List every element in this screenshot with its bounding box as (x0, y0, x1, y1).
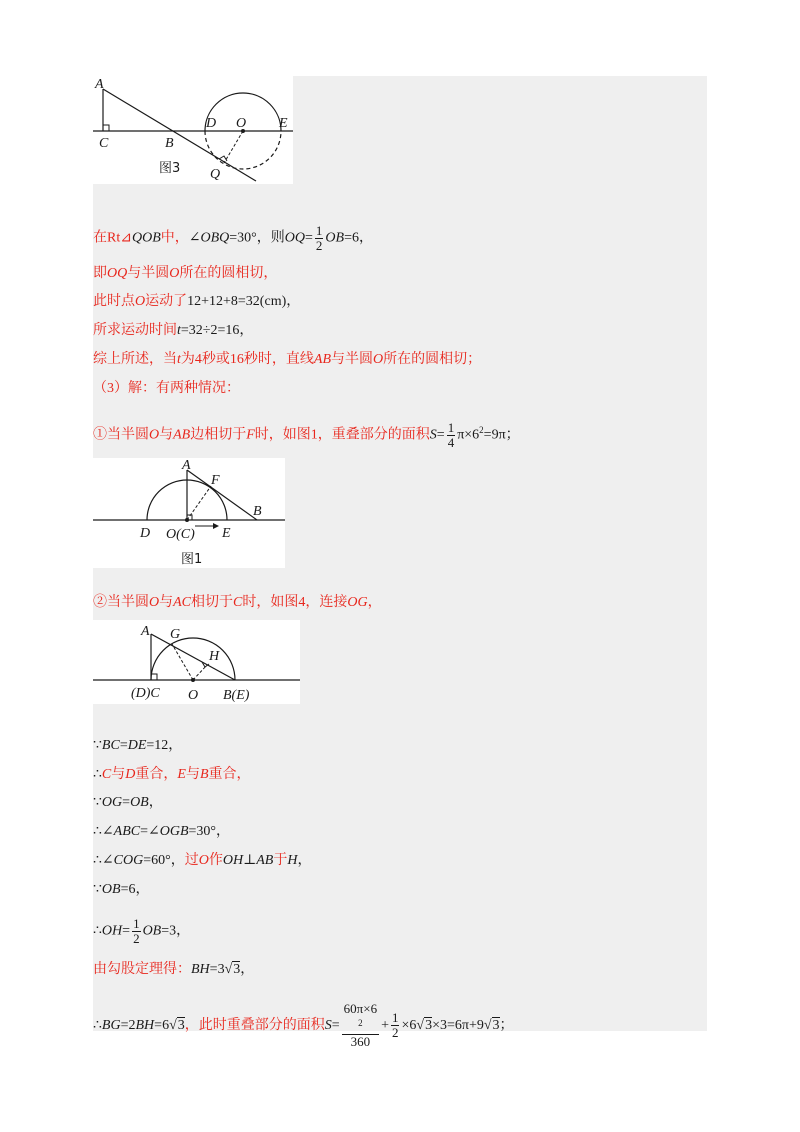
figure-caption: 图3 (159, 161, 181, 176)
text-fragment: OB (101, 882, 121, 897)
text-fragment: ×6 (401, 1017, 417, 1033)
text-fragment: OH (101, 923, 123, 939)
text-fragment: BH (135, 1017, 155, 1033)
text-fragment: ，此时重叠部分的面积 (184, 1017, 325, 1033)
text-fragment: ， (148, 795, 163, 810)
text-fragment: =60°， (143, 853, 185, 868)
text-fragment: OB (142, 923, 162, 939)
text-fragment: AB (256, 853, 274, 868)
text-fragment (391, 1011, 400, 1040)
text-fragment (342, 1002, 379, 1049)
text-fragment: BG (101, 1017, 121, 1033)
label-o: O (236, 116, 247, 131)
text-fragment: O (149, 595, 160, 610)
label-b: B (165, 136, 174, 151)
text-fragment: QOB (131, 230, 161, 246)
text-fragment: S (429, 427, 437, 443)
text-fragment: 3 (233, 962, 241, 977)
text-fragment: √ (224, 962, 233, 977)
text-fragment: π×6 (457, 427, 480, 443)
text-fragment: OBQ (200, 230, 230, 246)
text-fragment: =9π； (483, 427, 520, 443)
text-fragment: =3， (161, 923, 191, 939)
text-fragment: = (331, 1017, 340, 1033)
text-fragment: √ (483, 1017, 492, 1033)
figure-4 (93, 620, 300, 704)
text-fragment: t (177, 352, 181, 367)
text-fragment: H (287, 853, 298, 868)
text-fragment: 3 (492, 1017, 500, 1033)
text-fragment: ∴ (93, 767, 102, 782)
text-fragment: B (199, 767, 209, 782)
figure-1 (93, 458, 285, 568)
text-fragment: 所求运动时间 (93, 323, 177, 338)
text-fragment: OB (325, 230, 345, 246)
text-fragment: =6 (154, 1017, 170, 1033)
text-fragment (315, 224, 324, 253)
text-fragment: OG (347, 595, 368, 610)
text-fragment: ⊥ (243, 853, 257, 868)
text-fragment: ∴ (93, 923, 102, 939)
text-fragment: 即 (93, 266, 107, 281)
text-fragment: ， (240, 962, 255, 977)
label-dc: (D)C (131, 686, 160, 701)
line-16 (93, 960, 254, 980)
text-fragment: ②当半圆 (93, 595, 149, 610)
text-fragment: 60π×6 (343, 1001, 378, 1016)
text-fragment: 1 (133, 916, 140, 931)
text-fragment: 为4秒或16秒时，直线 (180, 352, 314, 367)
label-f: F (211, 473, 220, 488)
label-oc: O(C) (166, 527, 195, 542)
text-fragment: 12+12+8=32(cm)， (187, 294, 301, 309)
text-fragment: 1 (315, 223, 323, 238)
line-4 (93, 321, 253, 341)
text-fragment: 此时点 (93, 294, 135, 309)
text-fragment: =32÷2=16， (180, 323, 254, 338)
text-fragment: = (305, 230, 313, 246)
text-fragment: AC (173, 595, 192, 610)
text-fragment: √ (416, 1017, 425, 1033)
text-fragment: =6， (120, 882, 150, 897)
text-fragment: =∠ (140, 824, 160, 839)
text-fragment (447, 421, 456, 450)
text-fragment: 于 (273, 853, 288, 868)
text-fragment: 3 (177, 1017, 185, 1033)
text-fragment: AB (313, 352, 331, 367)
line-3 (93, 292, 300, 312)
text-fragment: 与 (159, 595, 174, 610)
line-17 (93, 1002, 514, 1049)
line-15 (93, 917, 190, 946)
text-fragment: ×3=6π+9 (432, 1017, 484, 1033)
text-fragment: BC (101, 738, 120, 753)
text-fragment: 2 (479, 425, 484, 435)
text-fragment: 与 (111, 767, 126, 782)
label-d: D (140, 526, 151, 541)
text-fragment: O (169, 266, 180, 281)
text-fragment: 时，如图4，连接 (242, 595, 348, 610)
label-b: B (253, 504, 262, 519)
text-fragment: 综上所述，当 (93, 352, 177, 367)
label-q: Q (210, 167, 221, 182)
text-fragment: DE (127, 738, 147, 753)
text-fragment: ABC (113, 824, 141, 839)
text-fragment: ∠ (188, 230, 201, 246)
text-fragment: OH (222, 853, 244, 868)
text-fragment: 过 (184, 853, 199, 868)
line-7 (93, 420, 520, 450)
text-fragment: =3 (209, 962, 225, 977)
line-8 (93, 593, 382, 613)
text-fragment: （3）解：有两种情况： (93, 381, 240, 396)
text-fragment: 所在的圆相切； (383, 352, 482, 367)
text-fragment: 与 (159, 427, 174, 443)
line-2 (93, 264, 277, 284)
label-a: A (141, 624, 150, 639)
text-fragment: 由勾股定理得： (93, 962, 191, 977)
text-fragment: 2 (315, 238, 323, 253)
text-fragment: OB (130, 795, 149, 810)
text-fragment: ∴∠ (93, 853, 114, 868)
text-fragment: = (122, 795, 131, 810)
text-fragment: O (149, 427, 160, 443)
text-fragment: 2 (133, 931, 140, 946)
text-fragment: =12， (146, 738, 183, 753)
text-fragment: ∴ (93, 1017, 102, 1033)
text-fragment: ∵ (93, 795, 102, 810)
figure-caption: 图1 (181, 552, 203, 567)
text-fragment: S (324, 1017, 332, 1033)
text-fragment: 在Rt (93, 230, 121, 246)
label-e: E (279, 116, 288, 131)
text-fragment: OQ (107, 266, 128, 281)
text-fragment (132, 917, 141, 946)
text-fragment: 与半圆 (127, 266, 170, 281)
text-fragment: = (119, 738, 128, 753)
text-fragment: OQ (284, 230, 305, 246)
label-a: A (95, 77, 104, 92)
text-fragment: BH (191, 962, 210, 977)
text-fragment (342, 1002, 379, 1035)
text-fragment: =30°， (188, 824, 231, 839)
text-fragment: ， (367, 595, 382, 610)
text-fragment: O (373, 352, 384, 367)
text-fragment: = (122, 923, 131, 939)
text-fragment: 相切于 (191, 595, 234, 610)
label-c: C (99, 136, 109, 151)
text-fragment: 中， (160, 230, 189, 246)
label-be: B(E) (223, 688, 250, 703)
text-fragment: ∵ (93, 738, 102, 753)
text-fragment: 1 (391, 1010, 399, 1026)
text-fragment: C (101, 767, 112, 782)
line-6 (93, 379, 240, 399)
text-fragment: F (246, 427, 255, 443)
text-fragment: 2 (391, 1025, 399, 1041)
label-g: G (170, 627, 181, 642)
text-fragment: ∴∠ (93, 824, 114, 839)
line-11 (93, 793, 163, 813)
line-12 (93, 822, 230, 842)
line-14 (93, 880, 150, 900)
line-13 (93, 851, 311, 871)
text-fragment: =2 (120, 1017, 136, 1033)
figure-3 (93, 76, 293, 184)
text-fragment: 与 (185, 767, 200, 782)
line-5 (93, 350, 481, 370)
text-fragment: AB (173, 427, 191, 443)
text-fragment: 1 (447, 419, 455, 435)
line-1 (93, 224, 373, 253)
text-fragment: 2 (358, 1018, 363, 1028)
text-fragment: E (177, 767, 186, 782)
label-h: H (209, 649, 220, 664)
text-fragment: ∵ (93, 882, 102, 897)
text-fragment: √ (169, 1017, 177, 1033)
text-fragment: D (125, 767, 136, 782)
text-fragment: OG (101, 795, 123, 810)
text-fragment: 重合， (208, 767, 251, 782)
text-fragment: C (233, 595, 243, 610)
text-fragment: 360 (350, 1034, 371, 1050)
text-fragment: =30°，则 (229, 230, 285, 246)
label-e: E (222, 526, 231, 541)
text-fragment: 运动了 (145, 294, 188, 309)
text-fragment: 4 (447, 434, 455, 450)
text-fragment: 时，如图1，重叠部分的面积 (254, 427, 430, 443)
line-10 (93, 765, 251, 785)
text-fragment: 重合， (135, 767, 178, 782)
text-fragment: COG (113, 853, 144, 868)
text-fragment: 边相切于 (190, 427, 247, 443)
label-o: O (188, 688, 199, 703)
label-d: D (206, 116, 217, 131)
text-fragment: OGB (159, 824, 189, 839)
line-9 (93, 736, 182, 756)
text-fragment: = (436, 427, 445, 443)
text-fragment: t (177, 323, 181, 338)
text-fragment: O (198, 853, 209, 868)
label-a: A (182, 458, 191, 473)
text-fragment: + (381, 1017, 389, 1033)
text-fragment: 作 (208, 853, 223, 868)
text-fragment: ； (499, 1017, 514, 1033)
text-fragment: 与半圆 (331, 352, 373, 367)
text-fragment: ， (297, 853, 312, 868)
text-fragment: O (135, 294, 146, 309)
text-fragment: ⊿ (120, 230, 132, 246)
text-fragment: 3 (425, 1017, 433, 1033)
text-fragment: ①当半圆 (93, 427, 149, 443)
text-fragment: 所在的圆相切， (179, 266, 278, 281)
text-fragment: =6， (344, 230, 373, 246)
